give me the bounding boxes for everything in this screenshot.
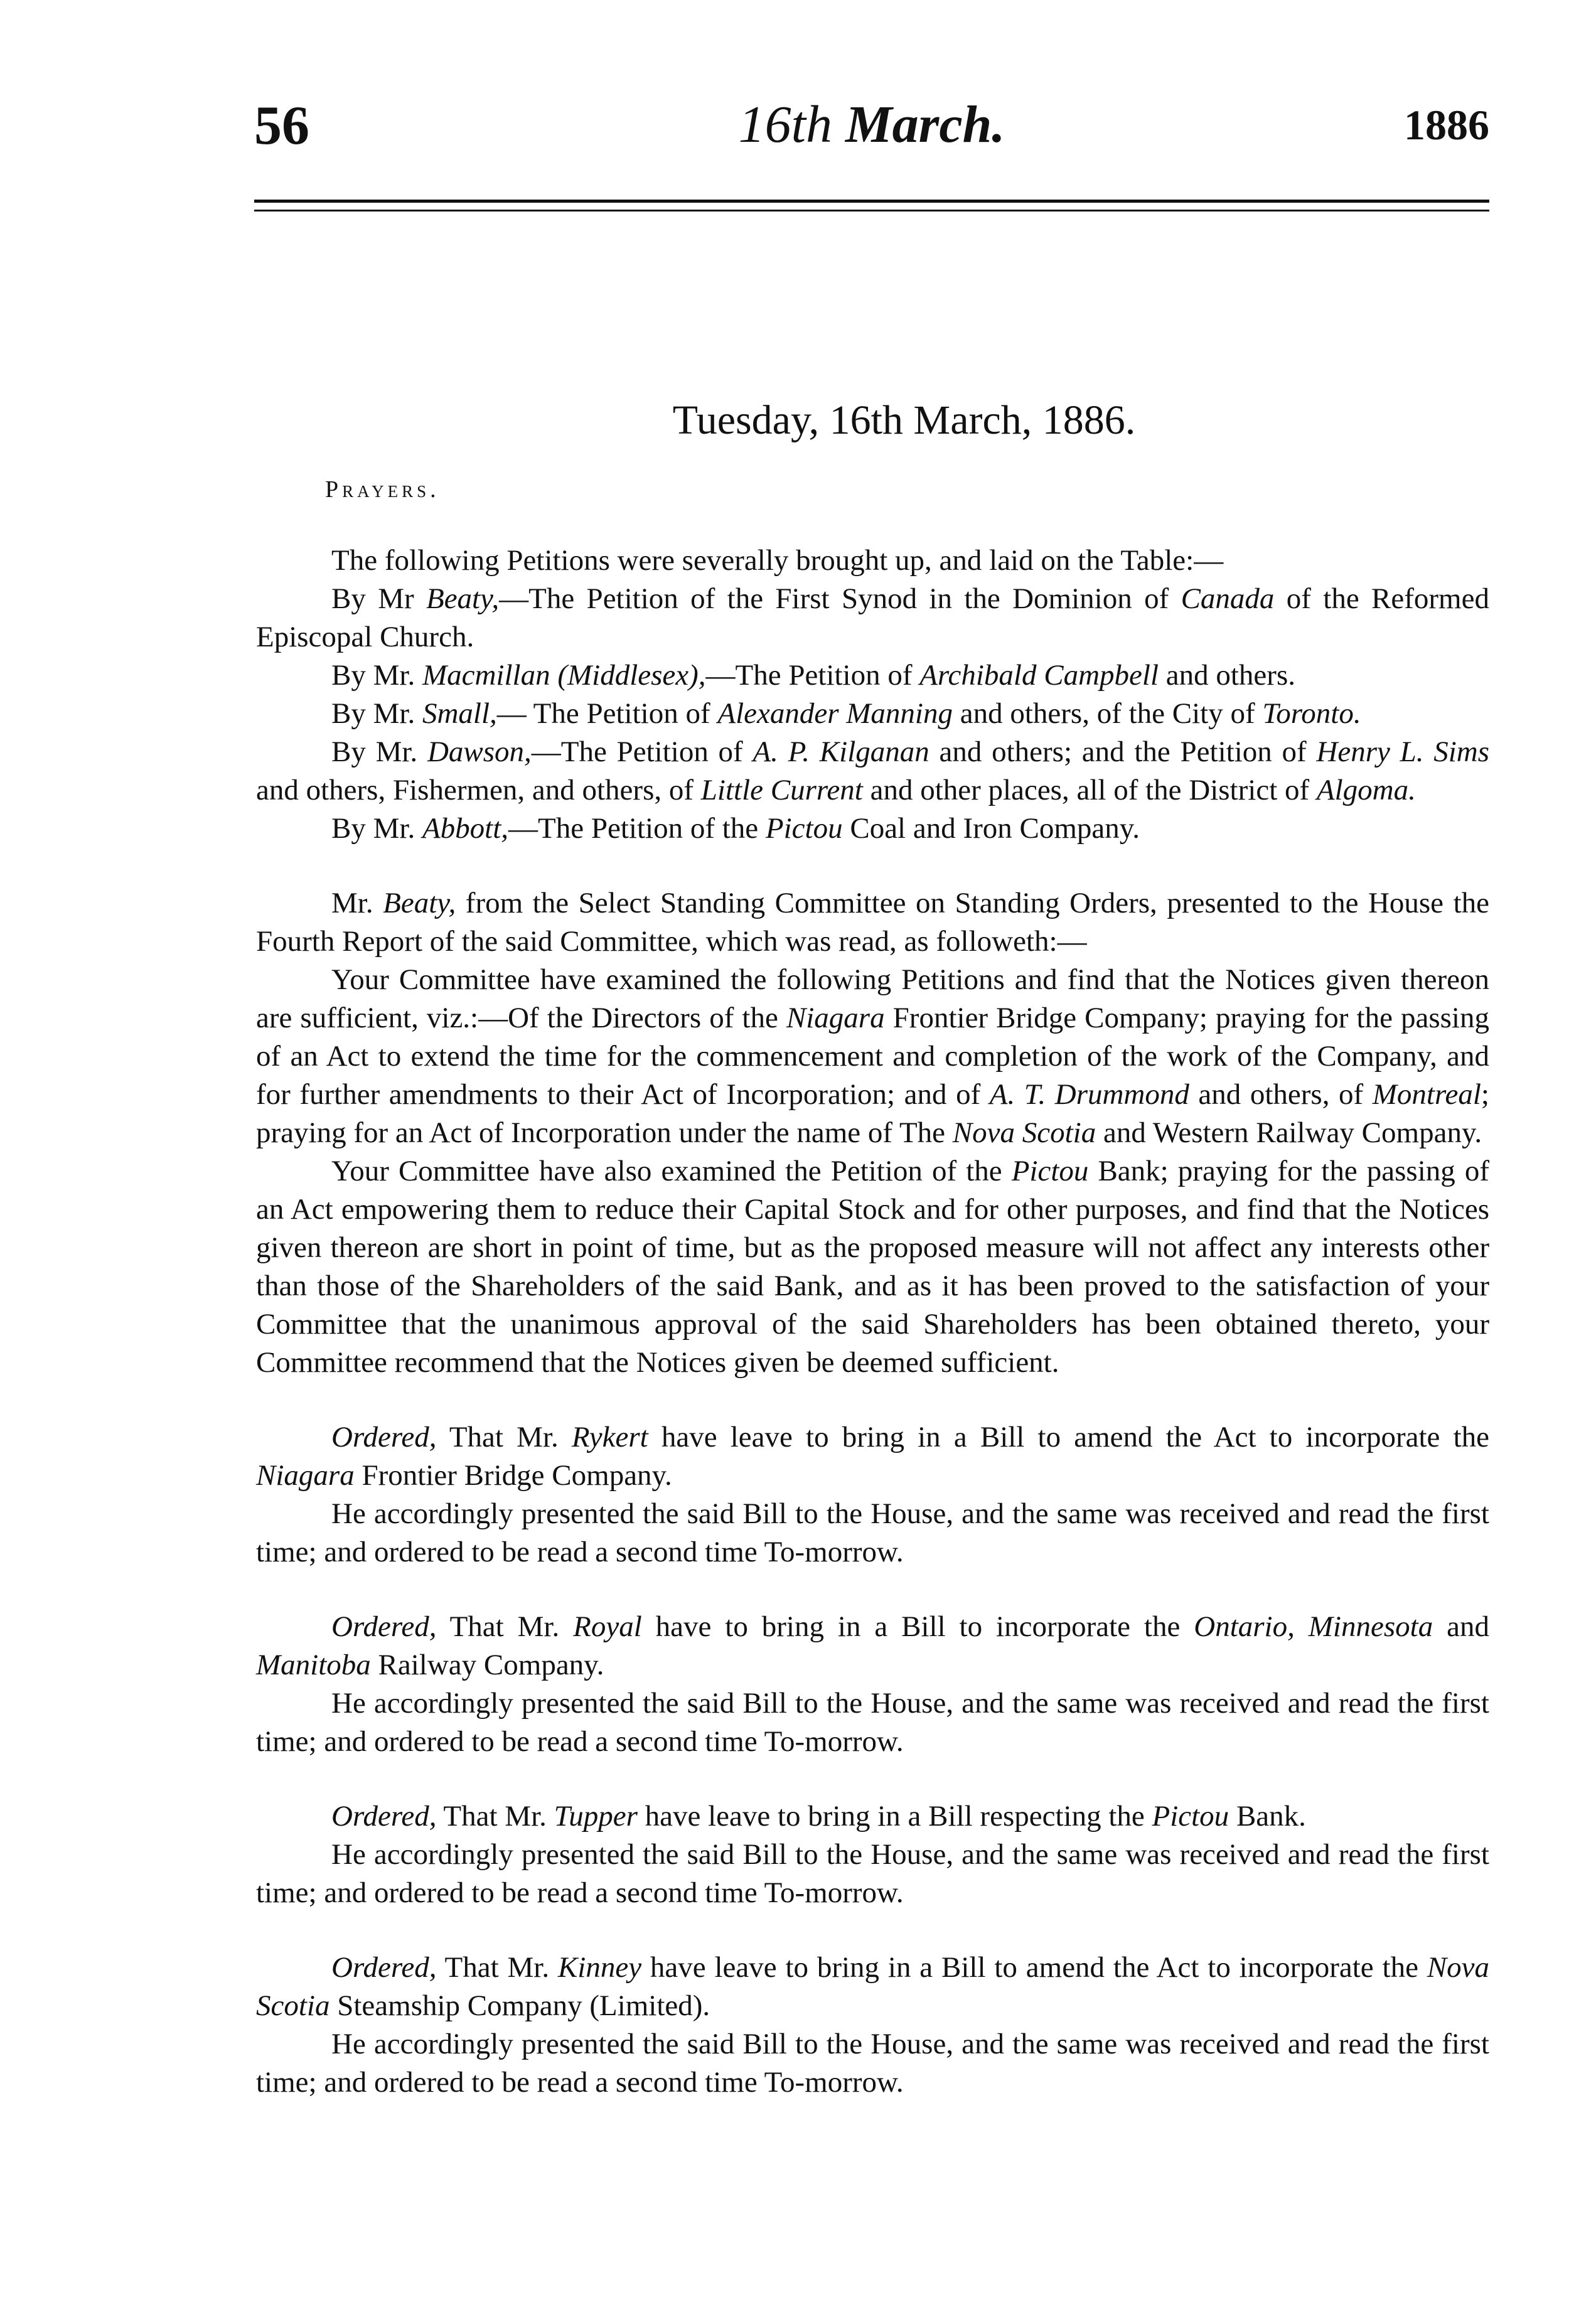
- place-name: Nova Scotia: [256, 1951, 1489, 2022]
- order-text: have leave to bring in a Bill to amend the Act to incorporate the: [648, 1421, 1489, 1453]
- petition-text: —The Petition of the First Synod in the Dominion of: [499, 582, 1181, 615]
- petitioner-name: Henry L. Sims: [1316, 736, 1490, 768]
- member-name: Beaty,: [383, 887, 456, 919]
- order-rykert: [256, 1418, 1489, 1495]
- petition-text: —The Petition of: [531, 736, 753, 768]
- petition-text: Coal and Iron Company.: [842, 812, 1140, 845]
- report-text: and others, of: [1189, 1078, 1373, 1111]
- place-name: Montreal: [1372, 1078, 1481, 1111]
- order-text: have leave to bring in a Bill respecting the: [637, 1800, 1152, 1833]
- petitioner-name: A. T. Drummond: [989, 1078, 1189, 1111]
- petition-text: and other places, all of the District of: [862, 774, 1317, 806]
- ordered-label: Ordered,: [331, 1610, 437, 1643]
- report-text: Mr.: [331, 887, 383, 919]
- place-name: Canada: [1181, 582, 1275, 615]
- petitioner-name: Alexander Manning: [717, 697, 953, 730]
- member-name: Dawson,: [427, 736, 532, 768]
- order-followup: He accordingly presented the said Bill to the House, and the same was received and read the first time; and ordered to be read a second time To-morrow.: [256, 1497, 1489, 1568]
- place-name: Ontario, Minnesota: [1194, 1610, 1433, 1643]
- running-title: [254, 94, 1489, 155]
- petitioner-name: Archibald Campbell: [919, 659, 1159, 692]
- order-text: have leave to bring in a Bill to amend the Act to incorporate the: [641, 1951, 1427, 1984]
- order-text: That Mr.: [436, 1951, 558, 1984]
- place-name: Pictou: [1152, 1800, 1229, 1833]
- ordered-label: Ordered,: [331, 1421, 437, 1453]
- petition-text: and others, of the City of: [952, 697, 1263, 730]
- order-text: Bank.: [1229, 1800, 1306, 1833]
- member-name: Abbott,: [422, 812, 509, 845]
- petition-prefix: By Mr.: [331, 812, 422, 845]
- place-name: Algoma.: [1316, 774, 1416, 806]
- member-name: Beaty,: [426, 582, 500, 615]
- report-text: Frontier Bridge Company; praying for the passing of an Act to extend the time for the commencement and completion of the work of the Company, and for further amendments to their Act of Incorporation; and of: [256, 1002, 1489, 1111]
- report-paragraph-2: [256, 1152, 1489, 1382]
- order-text: That Mr.: [436, 1610, 574, 1643]
- order-text: That Mr.: [436, 1421, 572, 1453]
- section-spacer: [256, 1382, 1489, 1418]
- ordered-label: Ordered,: [331, 1800, 437, 1833]
- report-text: from the Select Standing Committee on Standing Orders, presented to the House the Fourth Report of the said Committee, which was read, as followeth:—: [256, 887, 1489, 958]
- place-name: Pictou: [1011, 1155, 1089, 1187]
- running-title-day: 16th: [738, 95, 845, 154]
- petition-text: —The Petition of: [705, 659, 920, 692]
- petition-dawson: [256, 733, 1489, 810]
- member-name: Kinney: [557, 1951, 642, 1984]
- place-name: Niagara: [786, 1002, 885, 1034]
- petition-text: and others; and the Petition of: [929, 736, 1317, 768]
- page-header: [254, 94, 1489, 163]
- place-name: Little Current: [700, 774, 863, 806]
- report-text: Bank; praying for the passing of an Act empowering them to reduce their Capital Stock and for other purposes, and find that the Notices given thereon are short in point of time, but as the proposed measure will not affect any interests other than those of the Shareholders of the said Bank, and as it has been proved to the satisfaction of your Committee that the unanimous approval of the said Shareholders has been obtained thereto, your Committee recommend that the Notices given be deemed sufficient.: [256, 1155, 1489, 1379]
- order-kinney: [256, 1949, 1489, 2025]
- section-spacer: [256, 1571, 1489, 1608]
- header-rule-thick: [254, 200, 1489, 203]
- petition-text: —The Petition of the: [508, 812, 766, 845]
- order-followup: He accordingly presented the said Bill to the House, and the same was received and read the first time; and ordered to be read a second time To-morrow.: [256, 1838, 1489, 1909]
- place-name: Manitoba: [256, 1649, 371, 1681]
- petition-small: [256, 695, 1489, 733]
- order-followup: He accordingly presented the said Bill to the House, and the same was received and read the first time; and ordered to be read a second time To-morrow.: [256, 2028, 1489, 2099]
- header-rule-thin: [254, 210, 1489, 211]
- prayers-heading: Prayers.: [325, 476, 440, 503]
- petition-text: and others, Fishermen, and others, of: [256, 774, 701, 806]
- petition-prefix: By Mr.: [331, 659, 422, 692]
- petition-prefix: By Mr.: [331, 697, 422, 730]
- petition-abbott: [256, 810, 1489, 848]
- sitting-date: Tuesday, 16th March, 1886.: [672, 397, 1136, 443]
- order-text: and: [1433, 1610, 1489, 1643]
- petition-prefix: By Mr: [331, 582, 426, 615]
- member-name: Small,: [422, 697, 497, 730]
- order-text: That Mr.: [436, 1800, 554, 1833]
- member-name: Royal: [573, 1610, 642, 1643]
- petition-text: and others.: [1159, 659, 1295, 692]
- petitions-intro: The following Petitions were severally brought up, and laid on the Table:—: [331, 544, 1224, 577]
- order-text: Railway Company.: [370, 1649, 604, 1681]
- order-followup: He accordingly presented the said Bill to the House, and the same was received and read the first time; and ordered to be read a second time To-morrow.: [256, 1687, 1489, 1758]
- order-royal: [256, 1608, 1489, 1684]
- place-name: Nova Scotia: [952, 1116, 1096, 1149]
- journal-body: [256, 395, 1489, 2102]
- petition-beaty: [256, 580, 1489, 656]
- section-spacer: [256, 848, 1489, 884]
- section-spacer: [256, 1912, 1489, 1949]
- ordered-label: Ordered,: [331, 1951, 437, 1984]
- petition-prefix: By Mr.: [331, 736, 427, 768]
- order-text: Steamship Company (Limited).: [329, 1989, 710, 2022]
- place-name: Pictou: [765, 812, 843, 845]
- petition-macmillan: [256, 656, 1489, 695]
- petitioner-name: A. P. Kilganan: [752, 736, 929, 768]
- petition-text: of the Reformed Episcopal Church.: [256, 582, 1489, 653]
- order-tupper: [256, 1797, 1489, 1836]
- section-spacer: [256, 1761, 1489, 1797]
- member-name: Tupper: [554, 1800, 638, 1833]
- member-name: Macmillan (Middlesex),: [422, 659, 706, 692]
- order-text: have to bring in a Bill to incorporate the: [641, 1610, 1194, 1643]
- header-year: 1886: [1404, 101, 1489, 149]
- report-text: and Western Railway Company.: [1096, 1116, 1482, 1149]
- running-title-month: March.: [845, 95, 1005, 154]
- report-text: ; praying for an Act of Incorporation under the name of The: [256, 1078, 1489, 1149]
- report-presented: [256, 884, 1489, 961]
- member-name: Rykert: [571, 1421, 648, 1453]
- report-text: Your Committee have also examined the Petition of the: [331, 1155, 1012, 1187]
- report-paragraph-1: [256, 961, 1489, 1152]
- petition-text: — The Petition of: [496, 697, 718, 730]
- place-name: Niagara: [256, 1459, 355, 1492]
- report-text: Your Committee have examined the following Petitions and find that the Notices given thereon are sufficient, viz.:—Of the Directors of the: [256, 963, 1489, 1034]
- place-name: Toronto.: [1262, 697, 1361, 730]
- page-number: 56: [254, 95, 309, 156]
- order-text: Frontier Bridge Company.: [354, 1459, 672, 1492]
